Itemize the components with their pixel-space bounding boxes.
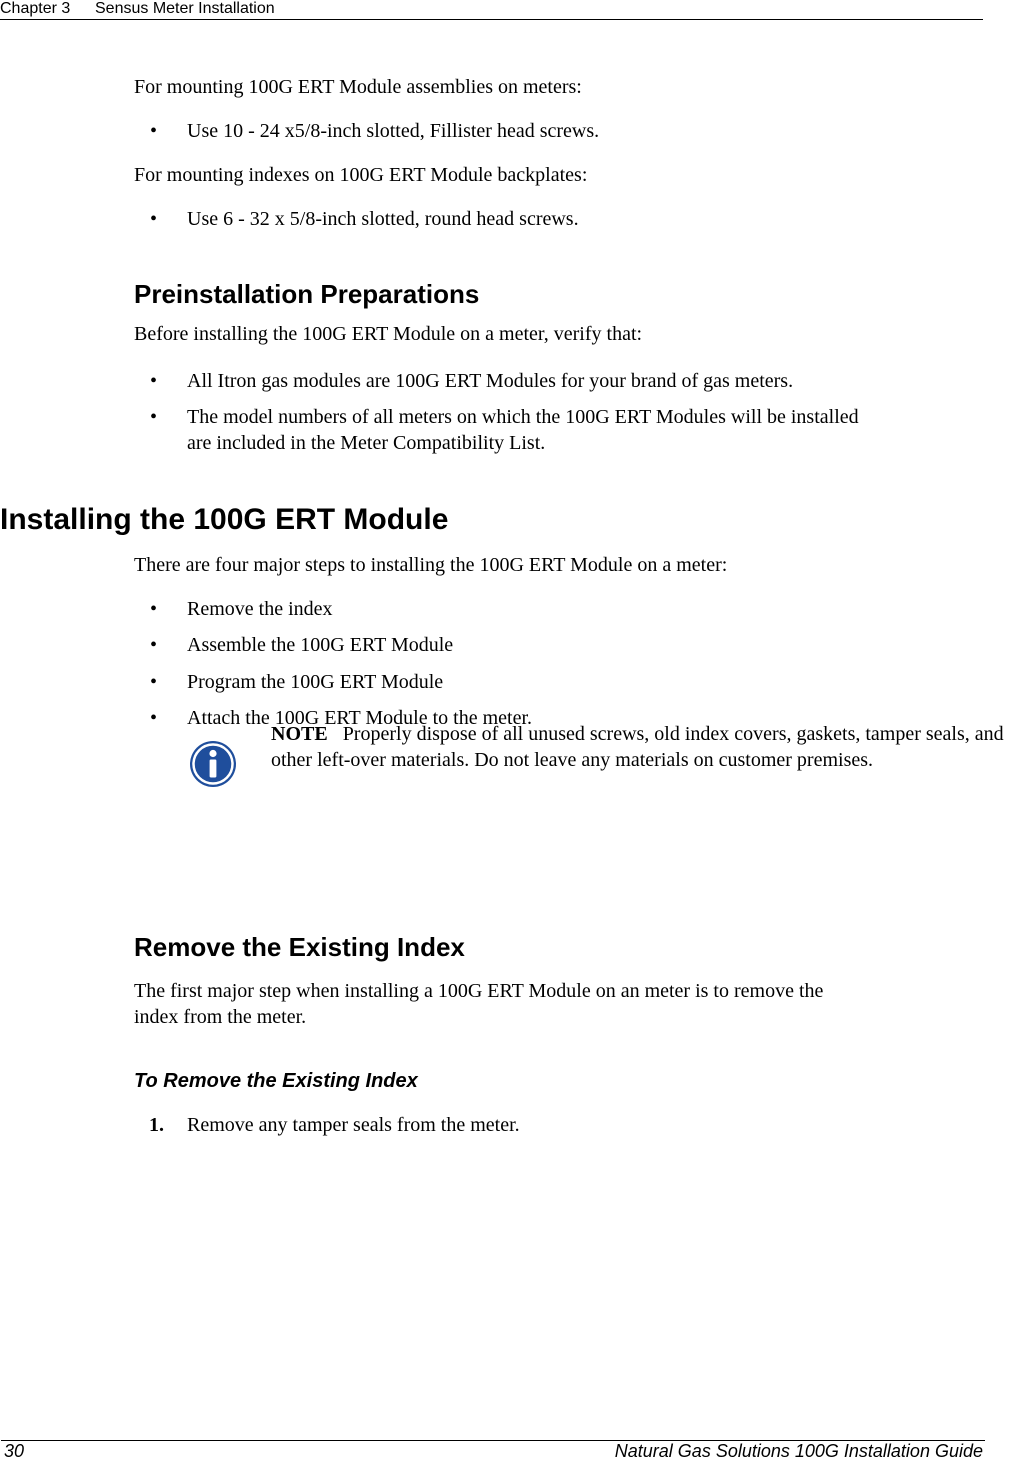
procedure-heading: To Remove the Existing Index	[134, 1070, 418, 1092]
bullet-dot: •	[150, 370, 158, 392]
note-block	[271, 721, 1015, 773]
bullet-dot: •	[150, 406, 158, 428]
header-rule	[0, 19, 983, 20]
mounting-indexes-intro: For mounting indexes on 100G ERT Module backplates:	[134, 164, 588, 186]
preinstallation-bullet-2-line1: The model numbers of all meters on which the 100G ERT Modules will be installed	[187, 406, 859, 428]
section-title: Sensus Meter Installation	[95, 0, 275, 17]
bullet-dot: •	[150, 208, 158, 230]
preinstallation-intro: Before installing the 100G ERT Module on a meter, verify that:	[134, 323, 643, 345]
info-icon	[189, 740, 237, 788]
bullet-dot: •	[150, 120, 158, 142]
procedure-step-number: 1.	[149, 1114, 164, 1136]
remove-index-intro-line1: The first major step when installing a 100G ERT Module on an meter is to remove the	[134, 980, 824, 1002]
bullet-dot: •	[150, 634, 158, 656]
install-step-remove-index: Remove the index	[187, 598, 333, 620]
installing-intro: There are four major steps to installing the 100G ERT Module on a meter:	[134, 554, 728, 576]
preinstallation-heading: Preinstallation Preparations	[134, 279, 480, 309]
preinstallation-bullet-1: All Itron gas modules are 100G ERT Modules for your brand of gas meters.	[187, 370, 794, 392]
procedure-step-text: Remove any tamper seals from the meter.	[187, 1114, 520, 1136]
bullet-dot: •	[150, 598, 158, 620]
install-step-attach: Attach the 100G ERT Module to the meter.	[187, 707, 533, 729]
note-text: Properly dispose of all unused screws, old index covers, gaskets, tamper seals, and other left-over materials. Do not leave any materials on customer premises.	[271, 723, 1004, 771]
remove-index-heading: Remove the Existing Index	[134, 932, 465, 962]
note-label: NOTE	[271, 723, 328, 745]
mounting-assemblies-intro: For mounting 100G ERT Module assemblies on meters:	[134, 76, 582, 98]
bullet-dot: •	[150, 707, 158, 729]
install-step-program: Program the 100G ERT Module	[187, 671, 444, 693]
page-number: 30	[4, 1441, 25, 1461]
guide-title: Natural Gas Solutions 100G Installation Guide	[614, 1441, 983, 1461]
bullet-dot: •	[150, 671, 158, 693]
preinstallation-bullet-2-line2: are included in the Meter Compatibility List.	[187, 432, 546, 454]
installing-heading: Installing the 100G ERT Module	[0, 503, 449, 536]
install-step-assemble: Assemble the 100G ERT Module	[187, 634, 454, 656]
remove-index-intro-line2: index from the meter.	[134, 1006, 307, 1028]
mounting-indexes-bullet: Use 6 - 32 x 5/8-inch slotted, round head screws.	[187, 208, 579, 230]
chapter-label: Chapter 3	[0, 0, 71, 17]
mounting-assemblies-bullet: Use 10 - 24 x5/8-inch slotted, Fillister head screws.	[187, 120, 600, 142]
